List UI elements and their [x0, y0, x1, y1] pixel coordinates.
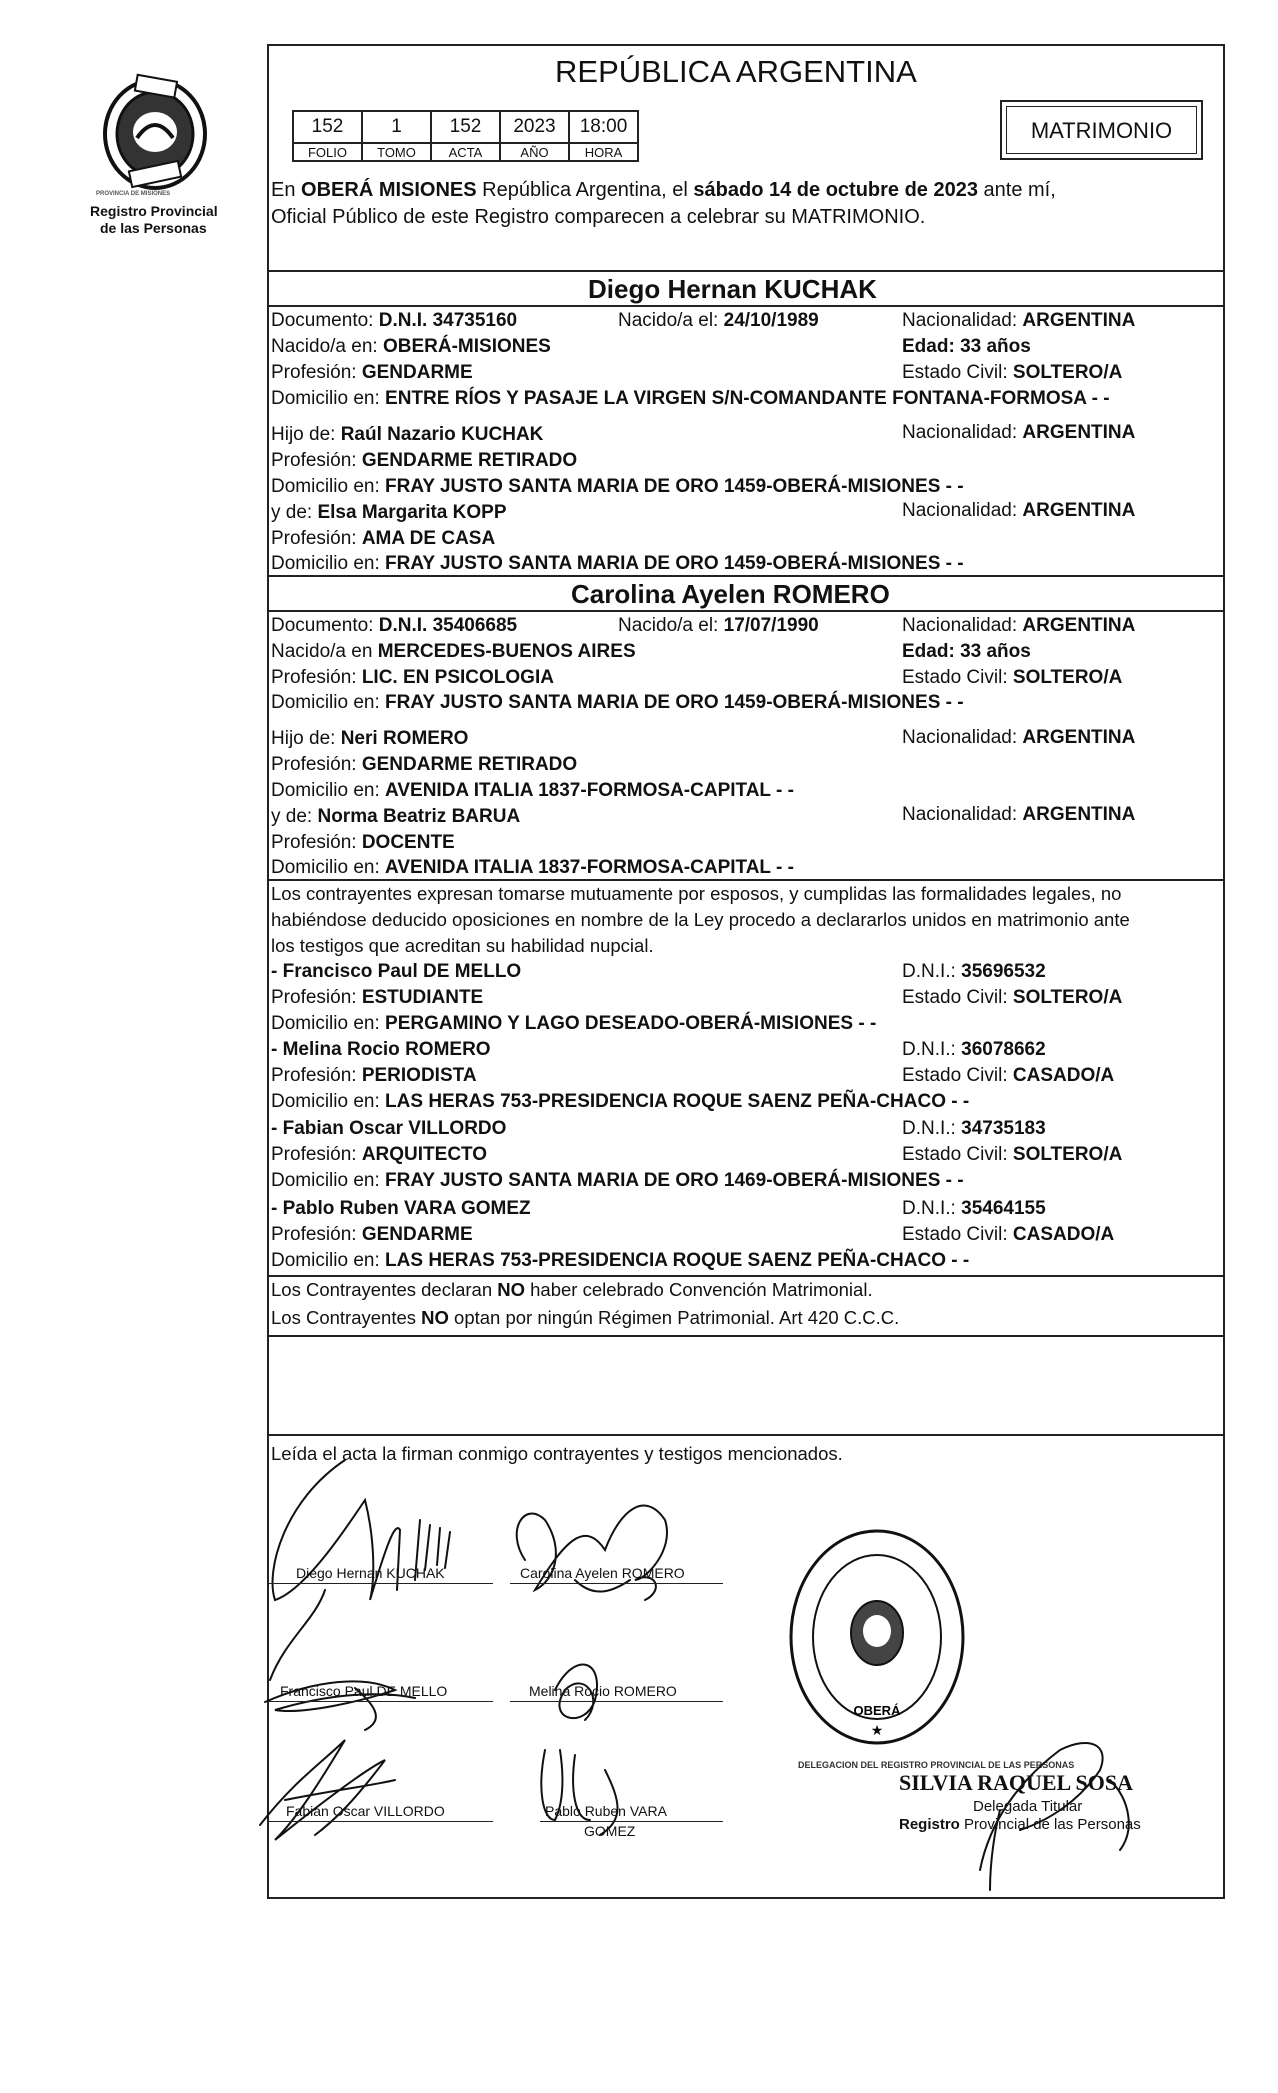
signature-line: [510, 1583, 723, 1584]
folio-value: 152: [293, 111, 362, 143]
spouse2-name: Carolina Ayelen ROMERO: [571, 579, 890, 609]
spouse2-nat: Nacionalidad: ARGENTINA: [902, 615, 1136, 636]
official-name: SILVIA RAQUEL SOSA: [899, 1770, 1133, 1795]
signature-line: [540, 1821, 723, 1822]
spouse2-born: Nacido/a el: 17/07/1990: [618, 615, 819, 636]
act-type-box: [1000, 100, 1203, 160]
spouse1-dom: Domicilio en: ENTRE RÍOS Y PASAJE LA VIRGEN S/N-COMANDANTE FONTANA-FORMOSA - -: [271, 388, 1110, 409]
divider: [267, 879, 1225, 881]
signature-line: [510, 1701, 723, 1702]
stamp-ring-text: DELEGACION DEL REGISTRO PROVINCIAL DE LAS PERSONAS: [798, 1760, 1075, 1770]
signature-line: [268, 1821, 493, 1822]
spouse1-age: Edad: 33 años: [902, 336, 1031, 357]
divider: [267, 305, 1225, 307]
divider: [267, 1335, 1225, 1337]
declaration-line-3: los testigos que acreditan su habilidad nupcial.: [271, 935, 654, 956]
spouse2-prof: Profesión: LIC. EN PSICOLOGIA: [271, 667, 554, 688]
signature-label-1: Diego Hernan KUCHAK: [296, 1565, 445, 1581]
page-title: REPÚBLICA ARGENTINA: [555, 54, 917, 89]
signature-label-5: Fabian Oscar VILLORDO: [286, 1803, 445, 1819]
tomo-value: 1: [362, 111, 431, 143]
spouse2-father: Hijo de: Neri ROMERO: [271, 728, 469, 749]
registry-logo: [90, 72, 220, 192]
logo-caption-2: de las Personas: [100, 220, 207, 236]
divider: [267, 1275, 1225, 1277]
divider: [267, 610, 1225, 612]
signature-line: [268, 1583, 493, 1584]
registry-stamp: [785, 1525, 970, 1750]
registry-stamp-icon: [785, 1525, 970, 1750]
spouse2-age: Edad: 33 años: [902, 641, 1031, 662]
hora-label: HORA: [569, 143, 638, 161]
spouse1-place: Nacido/a en: OBERÁ-MISIONES: [271, 336, 551, 357]
spouse2-mother: y de: Norma Beatriz BARUA: [271, 806, 521, 827]
spouse1-nat: Nacionalidad: ARGENTINA: [902, 310, 1136, 331]
signature-label-4: Melina Rocio ROMERO: [529, 1683, 677, 1699]
declaration-line-1: Los contrayentes expresan tomarse mutuamente por esposos, y cumplidas las formalidades legales, no: [271, 883, 1122, 904]
spouse1-born: Nacido/a el: 24/10/1989: [618, 310, 819, 331]
stamp-city: OBERÁ: [853, 1703, 901, 1718]
spouse2-mother-nat: Nacionalidad: ARGENTINA: [902, 804, 1136, 825]
act-type: MATRIMONIO: [1030, 118, 1173, 143]
spouse2-father-dom: Domicilio en: AVENIDA ITALIA 1837-FORMOSA-CAPITAL - -: [271, 780, 794, 801]
convention-line-2: Los Contrayentes NO optan por ningún Régimen Patrimonial. Art 420 C.C.C.: [271, 1307, 900, 1328]
spouse1-mother-prof: Profesión: AMA DE CASA: [271, 528, 496, 549]
misiones-seal-icon: [90, 72, 220, 192]
spouse1-father-dom: Domicilio en: FRAY JUSTO SANTA MARIA DE ORO 1459-OBERÁ-MISIONES - -: [271, 476, 964, 497]
convention-line-1: Los Contrayentes declaran NO haber celebrado Convención Matrimonial.: [271, 1279, 873, 1300]
spouse1-mother-dom: Domicilio en: FRAY JUSTO SANTA MARIA DE ORO 1459-OBERÁ-MISIONES - -: [271, 553, 964, 574]
logo-seal-text: PROVINCIA DE MISIONES: [96, 191, 171, 197]
spouse1-father-prof: Profesión: GENDARME RETIRADO: [271, 450, 578, 471]
divider: [267, 1434, 1225, 1436]
spouse1-mother: y de: Elsa Margarita KOPP: [271, 502, 507, 523]
spouse1-doc: Documento: D.N.I. 34735160: [271, 310, 518, 331]
anio-label: AÑO: [500, 143, 569, 161]
signature-label-6b: GOMEZ: [584, 1823, 636, 1839]
spouse1-father: Hijo de: Raúl Nazario KUCHAK: [271, 424, 544, 445]
spouse2-mother-dom: Domicilio en: AVENIDA ITALIA 1837-FORMOSA-CAPITAL - -: [271, 857, 794, 878]
spouse1-name: Diego Hernan KUCHAK: [588, 274, 877, 304]
acta-value: 152: [431, 111, 500, 143]
official-role: Delegada Titular: [973, 1798, 1083, 1815]
spouse1-prof: Profesión: GENDARME: [271, 362, 473, 383]
spouse2-doc: Documento: D.N.I. 35406685: [271, 615, 518, 636]
signature-label-3: Francisco Paul DE MELLO: [280, 1683, 448, 1699]
spouse2-place: Nacido/a en MERCEDES-BUENOS AIRES: [271, 641, 636, 662]
spouse2-dom: Domicilio en: FRAY JUSTO SANTA MARIA DE ORO 1459-OBERÁ-MISIONES - -: [271, 692, 964, 713]
hora-value: 18:00: [569, 111, 638, 143]
spouse1-father-nat: Nacionalidad: ARGENTINA: [902, 422, 1136, 443]
divider: [267, 575, 1225, 577]
spouse2-father-nat: Nacionalidad: ARGENTINA: [902, 727, 1136, 748]
intro-line-2: Oficial Público de este Registro comparecen a celebrar su MATRIMONIO.: [271, 206, 926, 228]
svg-text:★: ★: [870, 1722, 884, 1738]
folio-label: FOLIO: [293, 143, 362, 161]
registry-table: [292, 110, 639, 162]
spouse2-civil: Estado Civil: SOLTERO/A: [902, 667, 1123, 688]
divider: [267, 270, 1225, 272]
spouse1-mother-nat: Nacionalidad: ARGENTINA: [902, 500, 1136, 521]
tomo-label: TOMO: [362, 143, 431, 161]
intro-line-1: En OBERÁ MISIONES República Argentina, el sábado 14 de octubre de 2023 ante mí,: [271, 179, 1056, 201]
spouse1-civil: Estado Civil: SOLTERO/A: [902, 362, 1123, 383]
signature-line: [268, 1701, 493, 1702]
signature-label-6a: Pablo Ruben VARA: [545, 1803, 667, 1819]
spouse2-mother-prof: Profesión: DOCENTE: [271, 832, 455, 853]
spouse2-father-prof: Profesión: GENDARME RETIRADO: [271, 754, 578, 775]
official-office: Registro Provincial de las Personas: [899, 1816, 1141, 1833]
signature-label-2: Carolina Ayelen ROMERO: [520, 1565, 685, 1581]
closing-text: Leída el acta la firman conmigo contrayentes y testigos mencionados.: [271, 1443, 843, 1464]
logo-caption-1: Registro Provincial: [90, 203, 218, 219]
acta-label: ACTA: [431, 143, 500, 161]
declaration-line-2: habiéndose deducido oposiciones en nombre de la Ley procedo a declararlos unidos en matrimonio ante: [271, 909, 1130, 930]
signatures-drawing: [225, 1440, 805, 1860]
anio-value: 2023: [500, 111, 569, 143]
